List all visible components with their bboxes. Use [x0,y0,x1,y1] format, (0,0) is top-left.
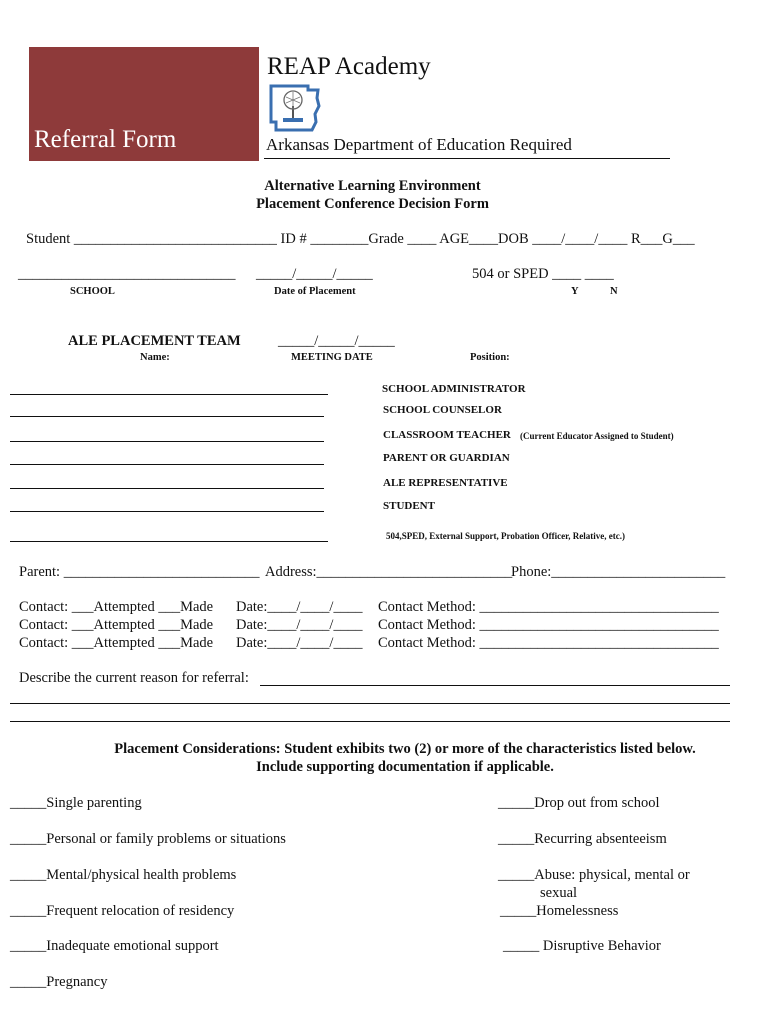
banner-title: Referral Form [34,126,177,153]
consideration-item[interactable]: _____Abuse: physical, mental or [498,867,690,883]
referral-reason-line[interactable] [10,703,730,704]
team-name-line[interactable] [10,441,324,442]
address-field[interactable]: Address:___________________________ [265,564,513,580]
team-role: CLASSROOM TEACHER [383,429,511,441]
phone-field[interactable]: Phone:________________________ [511,564,726,580]
referral-reason-label: Describe the current reason for referral: [19,670,249,686]
department-title: Arkansas Department of Education Required [266,135,572,154]
team-role: SCHOOL COUNSELOR [383,404,502,416]
team-name-line[interactable] [10,488,324,489]
considerations-subheading: Include supporting documentation if applicable. [256,759,554,775]
school-label: SCHOOL [70,286,115,297]
team-name-line[interactable] [10,464,324,465]
contact-attempt-field[interactable]: Contact: ___Attempted ___Made [19,635,214,651]
contact-date-field[interactable]: Date:____/____/____ [236,635,363,651]
position-label: Position: [470,352,510,363]
team-role: STUDENT [383,500,435,512]
placement-date-blank[interactable]: _____/_____/_____ [256,266,373,282]
consideration-item-continued: sexual [540,885,578,901]
team-name-line[interactable] [10,394,328,395]
contact-method-field[interactable]: Contact Method: _________________________________ [378,635,719,651]
school-blank[interactable]: ______________________________ [18,266,236,282]
consideration-item[interactable]: _____Single parenting [10,795,142,811]
consideration-item[interactable]: _____Pregnancy [10,974,108,990]
team-role: PARENT OR GUARDIAN [383,452,510,464]
team-heading: ALE PLACEMENT TEAM [68,333,241,349]
form-title-line1: Alternative Learning Environment [264,178,481,194]
consideration-item[interactable]: _____Personal or family problems or situations [10,831,286,847]
consideration-item[interactable]: _____Homelessness [500,903,619,919]
sped-no-label: N [610,286,618,297]
contact-attempt-field[interactable]: Contact: ___Attempted ___Made [19,599,214,615]
team-role: 504,SPED, External Support, Probation Officer, Relative, etc.) [386,531,625,541]
student-info-line[interactable]: Student ____________________________ ID # ________Grade ____ AGE____DOB ____/____/____ R___G___ [26,231,695,247]
consideration-item[interactable]: _____Drop out from school [498,795,660,811]
consideration-item[interactable]: _____ Disruptive Behavior [503,938,661,954]
contact-method-field[interactable]: Contact Method: _________________________________ [378,599,719,615]
contact-attempt-field[interactable]: Contact: ___Attempted ___Made [19,617,214,633]
consideration-item[interactable]: _____Recurring absenteeism [498,831,667,847]
consideration-item[interactable]: _____Inadequate emotional support [10,938,219,954]
parent-field[interactable]: Parent: ___________________________ [19,564,260,580]
meeting-date-blank[interactable]: _____/_____/_____ [278,333,395,349]
contact-date-field[interactable]: Date:____/____/____ [236,599,363,615]
sped-yes-label: Y [571,286,579,297]
placement-date-label: Date of Placement [274,286,356,297]
team-name-line[interactable] [10,511,324,512]
team-role: SCHOOL ADMINISTRATOR [382,383,526,395]
contact-date-field[interactable]: Date:____/____/____ [236,617,363,633]
department-underline [264,158,670,159]
team-role: ALE REPRESENTATIVE [383,477,508,489]
teacher-note: (Current Educator Assigned to Student) [520,431,674,441]
team-name-line[interactable] [10,416,324,417]
name-label: Name: [140,352,170,363]
referral-reason-line[interactable] [10,721,730,722]
referral-reason-line[interactable] [260,685,730,686]
meeting-date-label: MEETING DATE [291,352,373,363]
sped-field[interactable]: 504 or SPED ____ ____ [472,266,614,282]
arkansas-state-seal-logo-icon [268,82,322,134]
team-name-line[interactable] [10,541,328,542]
org-title: REAP Academy [267,53,431,80]
considerations-heading: Placement Considerations: Student exhibits two (2) or more of the characteristics listed below. [114,741,696,757]
contact-method-field[interactable]: Contact Method: _________________________________ [378,617,719,633]
consideration-item[interactable]: _____Frequent relocation of residency [10,903,235,919]
consideration-item[interactable]: _____Mental/physical health problems [10,867,237,883]
form-title-line2: Placement Conference Decision Form [256,196,489,212]
